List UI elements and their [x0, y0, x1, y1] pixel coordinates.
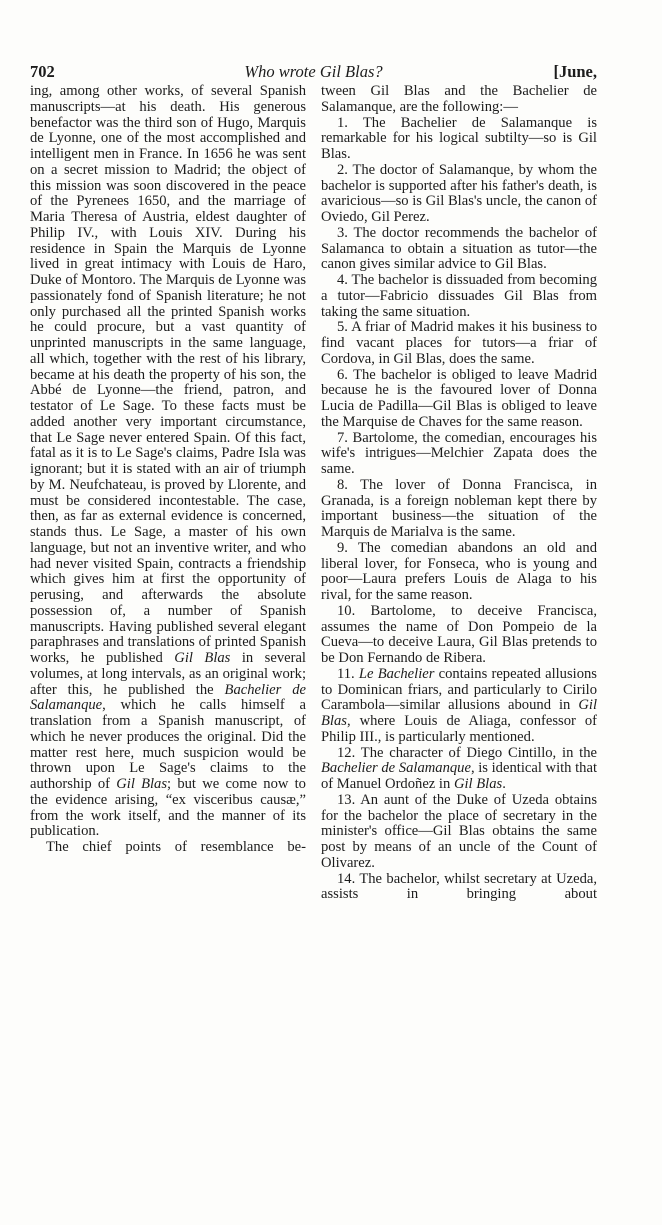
list-item: 6. The bachelor is obliged to leave Madrid because he is the favoured lover of Donna Lucia de Padilla—Gil Blas is obliged to leave the Marquise de Chaves for the same reason.	[321, 366, 597, 430]
italic-title: Bachelier de Salamanque	[30, 681, 306, 714]
text-run: ing, among other works, of several Spanish manuscripts—at his death. His generous benefactor was the third son of Hugo, Marquis de Lyonne, one of the most accomplished and intelligent men in France. In 1656 he was sent on a secret mission to Madrid; the object of this mission was soon discovered in the peace of the Pyrenees 1650, and the marriage of Maria Theresa of Austria, eldest daughter of Philip IV., with Louis XIV. During his residence in Spain the Marquis de Lyonne lived in great intimacy with Louis de Haro, Duke of Montoro. The Marquis de Lyonne was passionately fond of Spanish literature; he not only purchased all the printed Spanish works he could procure, but a vast quantity of unprinted manuscripts in the same language, all which, together with the rest of his library, became at his death the property of his son, the Abbé de Lyonne—the friend, patron, and testator of Le Sage. To these facts must be added another very important circumstance, that Le Sage never entered Spain. Of this fact, fatal as it is to Le Sage's claims, Padre Isla was ignorant; but it is stated with an air of triumph by M. Neufchateau, is proved by Llorente, and must be considered incontestable. The case, then, as far as external evidence is concerned, stands thus. Le Sage, a master of his own language, but not an inventive writer, and who had never visited Spain, contracts a friendship which gives him at first the opportunity of perusing, and afterwards the absolute possession of, a number of Spanish manuscripts. Having published several elegant paraphrases and translations of printed Spanish works, he published	[30, 83, 306, 666]
text-run: , which he calls himself a translation from a Spanish manuscript, of which he never produces the original. Did the matter rest here, much suspicion would be thrown upon Le Sage's claims to the authorship of	[30, 697, 306, 792]
list-item: 14. The bachelor, whilst secretary at Uzeda, assists in bringing about	[321, 870, 597, 903]
left-column	[30, 84, 306, 856]
list-item: 3. The doctor recommends the bachelor of Salamanca to obtain a situation as tutor—the canon gives similar advice to Gil Blas.	[321, 224, 597, 273]
page-number: 702	[30, 62, 55, 81]
text-run: , is identical with that of Manuel Ordoñez in	[321, 760, 598, 792]
italic-title: Gil Blas	[116, 776, 168, 792]
body-paragraph	[30, 84, 306, 840]
list-item: 7. Bartolome, the comedian, encourages his wife's intrigues—Melchier Zapata does the same.	[321, 429, 597, 477]
list-item: 1. The Bachelier de Salamanque is remarkable for his logical subtilty—so is Gil Blas.	[321, 114, 597, 162]
italic-title: Le Bachelier	[358, 665, 435, 682]
list-item: 5. A friar of Madrid makes it his business to find vacant places for tutors—a friar of Cordova, in Gil Blas, does the same.	[321, 319, 597, 367]
list-item	[321, 667, 597, 746]
list-item: 2. The doctor of Salamanque, by whom the bachelor is supported after his father's death, is avaricious—so is Gil Blas's uncle, the canon of Oviedo, Gil Perez.	[321, 161, 597, 225]
body-paragraph-continued: The chief points of resemblance be-	[46, 839, 306, 855]
list-item: 8. The lover of Donna Francisca, in Granada, is a foreign nobleman kept there by important business—the situation of the Marquis de Marialva is the same.	[321, 476, 597, 540]
text-run: contains repeated allusions to Dominican friars, and particularly to Cirilo Carambola—similar allusions abound in	[321, 665, 597, 714]
italic-title: Bachelier de Salamanque	[321, 760, 471, 777]
text-run: in several volumes, at long intervals, as an original work; after this, he published the	[30, 650, 306, 698]
right-column	[321, 84, 597, 903]
text-run: 12. The character of Diego Cintillo, in the	[337, 744, 597, 761]
list-item: 10. Bartolome, to deceive Francisca, assumes the name of Don Pompeio de la Cueva—to deceive Laura, Gil Blas pretends to be Don Fernando de Ribera.	[321, 602, 597, 666]
list-item: 4. The bachelor is dissuaded from becoming a tutor—Fabricio dissuades Gil Blas from taking the same situation.	[321, 272, 597, 320]
list-item: 13. An aunt of the Duke of Uzeda obtains for the bachelor the place of secretary in the minister's office—Gil Blas obtains the same post by means of an uncle of the Count of Olivarez.	[321, 791, 597, 871]
italic-title: Gil Blas	[453, 776, 503, 792]
page-header	[30, 62, 597, 84]
month-label: [June,	[553, 62, 597, 81]
list-item	[321, 746, 597, 793]
list-intro: tween Gil Blas and the Bachelier de Salamanque, are the following:—	[321, 83, 597, 115]
running-title: Who wrote Gil Blas?	[244, 62, 383, 81]
text-run: 11.	[337, 665, 359, 682]
italic-title: Gil Blas	[174, 650, 231, 666]
text-run: ; but we come now to the evidence arising, “ex visceribus causæ,” from the work itself, and the manner of its publication.	[30, 776, 306, 840]
italic-title: Gil Blas	[321, 697, 597, 729]
list-item: 9. The comedian abandons an old and liberal lover, for Fonseca, who is young and poor—Laura prefers Louis de Alaga to his rival, for the same reason.	[321, 539, 597, 603]
text-run: .	[502, 776, 506, 792]
text-run: , where Louis de Aliaga, confessor of Philip III., is particularly mentioned.	[321, 713, 597, 745]
